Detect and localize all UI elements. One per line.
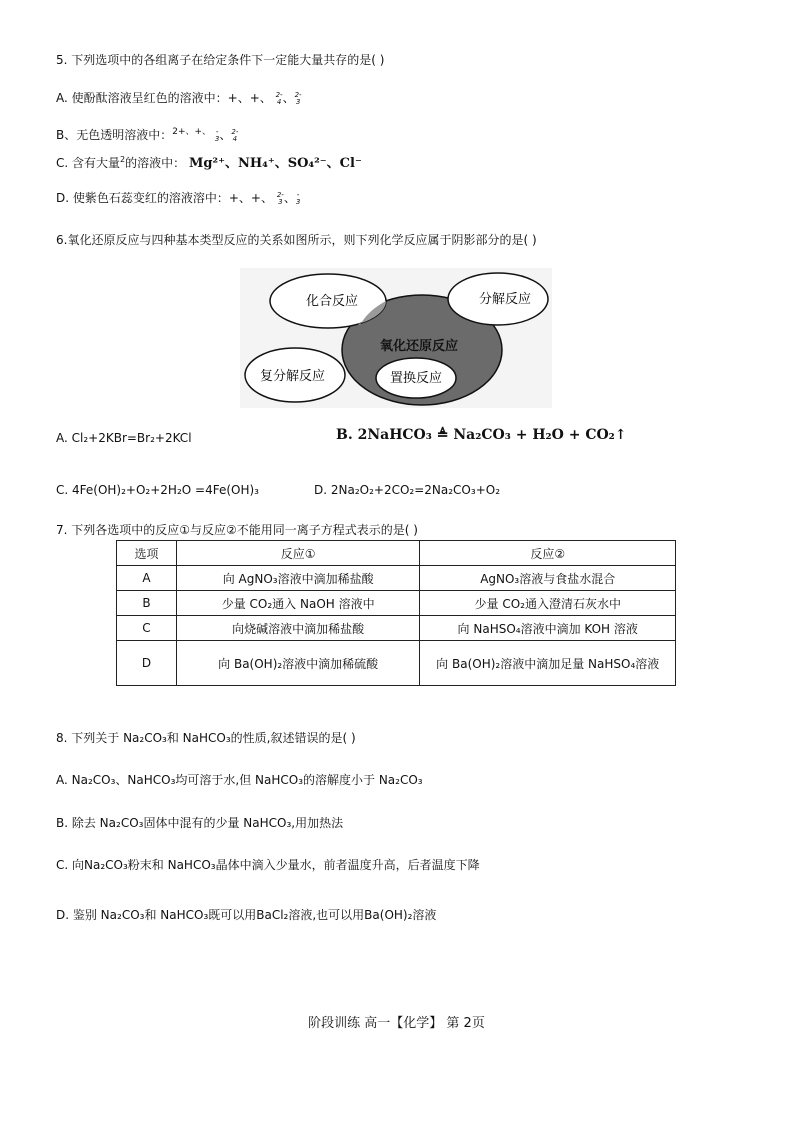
- table-header-row: [117, 541, 676, 566]
- q8-option-a: A. Na₂CO₃、NaHCO₃均可溶于水,但 NaHCO₃的溶解度小于 Na₂CO₃: [56, 773, 423, 787]
- table-cell: B: [117, 591, 177, 616]
- q5-option-d-ions: +、+、: [228, 191, 273, 205]
- table-row: [117, 591, 676, 616]
- table-cell: AgNO₃溶液与食盐水混合: [420, 566, 676, 591]
- reaction-venn-diagram: [240, 268, 552, 408]
- q5-option-b-ions: 2+、+、: [172, 127, 212, 137]
- table-cell: C: [117, 616, 177, 641]
- fraction-mark: - 3: [214, 127, 220, 143]
- q5-option-d-label: D. 使紫色石蕊变红的溶液溶中：: [56, 191, 229, 205]
- fraction-mark: 2- 4: [275, 90, 283, 106]
- q5-option-b-label: B、无色透明溶液中：: [56, 128, 173, 142]
- q6-option-c: C. 4Fe(OH)₂+O₂+2H₂O =4Fe(OH)₃: [56, 483, 259, 497]
- q5-option-d: D. 使紫色石蕊变红的溶液溶中：+、+、 2- 3 、 - 3: [56, 190, 301, 206]
- table-cell: D: [117, 641, 177, 686]
- table-row: [117, 566, 676, 591]
- q5-option-b: B、无色透明溶液中：$^{2+、+、}$ - 3 、 2- 4: [56, 127, 239, 143]
- table-cell: 向 Ba(OH)₂溶液中滴加足量 NaHSO₄溶液: [420, 641, 676, 686]
- q8-option-d: D. 鉴别 Na₂CO₃和 NaHCO₃既可以用BaCl₂溶液,也可以用Ba(OH)₂溶液: [56, 908, 437, 922]
- fraction-mark: 2- 3: [276, 190, 284, 206]
- q5-option-a-ions: +、+、: [227, 91, 272, 105]
- label-combination: 化合反应: [306, 294, 359, 309]
- q5-option-c: [56, 155, 362, 172]
- table-cell: 少量 CO₂通入 NaOH 溶液中: [176, 591, 420, 616]
- label-displacement: 置换反应: [390, 371, 443, 386]
- q6-option-b: B. 2NaHCO₃ ≜ Na₂CO₃ + H₂O + CO₂↑: [336, 427, 627, 443]
- q8-stem: 8. 下列关于 Na₂CO₃和 NaHCO₃的性质,叙述错误的是( ): [56, 731, 356, 745]
- fraction-mark: 2- 3: [294, 90, 302, 106]
- q5-option-c-ions: Mg²⁺、NH₄⁺、SO₄²⁻、Cl⁻: [188, 156, 362, 171]
- table-row: [117, 641, 676, 686]
- q6-option-a: A. Cl₂+2KBr=Br₂+2KCl: [56, 431, 192, 445]
- fraction-mark: - 3: [295, 190, 301, 206]
- table-cell: 向烧碱溶液中滴加稀盐酸: [176, 616, 420, 641]
- table-cell: 向 Ba(OH)₂溶液中滴加稀硫酸: [176, 641, 420, 686]
- q8-option-c: C. 向Na₂CO₃粉末和 NaHCO₃晶体中滴入少量水，前者温度升高，后者温度下降: [56, 858, 480, 872]
- table-cell: 向 NaHSO₄溶液中滴加 KOH 溶液: [420, 616, 676, 641]
- q8-option-b: B. 除去 Na₂CO₃固体中混有的少量 NaHCO₃,用加热法: [56, 816, 344, 830]
- q7-table: [116, 540, 676, 686]
- header-reaction-1: 反应①: [176, 541, 420, 566]
- table-cell: A: [117, 566, 177, 591]
- q5-option-c-mid: 2: [120, 155, 126, 164]
- label-double-decomposition: 复分解反应: [260, 369, 326, 384]
- q5-option-c-tail: 的溶液中：: [125, 156, 186, 170]
- label-decomposition: 分解反应: [479, 292, 532, 307]
- q6-stem: 6.氧化还原反应与四种基本类型反应的关系如图所示，则下列化学反应属于阴影部分的是( ): [56, 233, 537, 247]
- q7-stem: 7. 下列各选项中的反应①与反应②不能用同一离子方程式表示的是( ): [56, 523, 418, 537]
- fraction-mark: 2- 4: [231, 127, 239, 143]
- page-footer: 阶段训练 高一【化学】 第 2页: [308, 1016, 485, 1031]
- table-row: [117, 616, 676, 641]
- label-redox: 氧化还原反应: [380, 339, 459, 354]
- table-cell: 向 AgNO₃溶液中滴加稀盐酸: [176, 566, 420, 591]
- table-cell: 少量 CO₂通入澄清石灰水中: [420, 591, 676, 616]
- q5-option-c-label: C. 含有大量: [56, 156, 121, 170]
- header-option: 选项: [117, 541, 177, 566]
- q5-stem: 5. 下列选项中的各组离子在给定条件下一定能大量共存的是( ): [56, 53, 385, 67]
- q5-option-a: A. 使酚酞溶液呈红色的溶液中：+、+、 2- 4 、 2- 3: [56, 90, 302, 106]
- q6-option-d: D. 2Na₂O₂+2CO₂=2Na₂CO₃+O₂: [314, 483, 500, 497]
- header-reaction-2: 反应②: [420, 541, 676, 566]
- q5-option-a-label: A. 使酚酞溶液呈红色的溶液中：: [56, 91, 228, 105]
